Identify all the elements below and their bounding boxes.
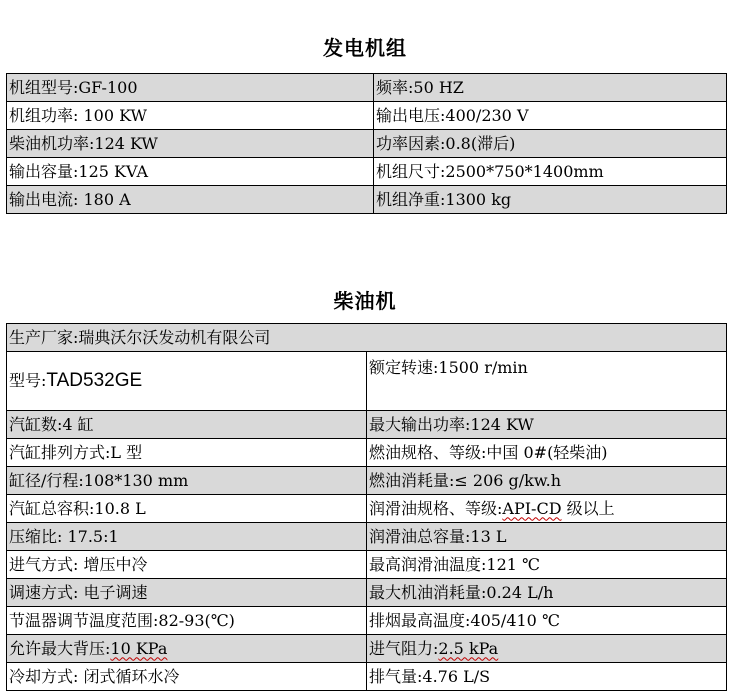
spec-cell: 频率:50 HZ	[374, 74, 727, 102]
spec-cell: 最高润滑油温度:121 ℃	[367, 551, 727, 579]
spec-cell: 汽缸数:4 缸	[7, 411, 367, 439]
model-cell	[7, 352, 367, 411]
table-row	[7, 523, 727, 551]
table-row	[7, 352, 727, 411]
spec-cell: 汽缸总容积:10.8 L	[7, 495, 367, 523]
table-row	[7, 579, 727, 607]
table-row	[7, 607, 727, 635]
spec-cell: 进气方式: 增压中冷	[7, 551, 367, 579]
spec-cell: 压缩比: 17.5:1	[7, 523, 367, 551]
spec-cell: 输出电压:400/230 V	[374, 102, 727, 130]
table-row	[7, 324, 727, 352]
spec-cell: 柴油机功率:124 KW	[7, 130, 374, 158]
table-row	[7, 467, 727, 495]
spec-cell: 燃油消耗量:≤ 206 g/kw.h	[367, 467, 727, 495]
intake-resistance-label: 进气阻力:	[369, 638, 439, 658]
spec-cell: 调速方式: 电子调速	[7, 579, 367, 607]
engine-spec-table	[6, 323, 727, 691]
spec-cell: 排烟最高温度:405/410 ℃	[367, 607, 727, 635]
diesel-engine-title: 柴油机	[333, 289, 397, 313]
spec-cell: 燃油规格、等级:中国 0#(轻柴油)	[367, 439, 727, 467]
back-pressure-value: 10 KPa	[110, 638, 168, 658]
spec-cell: 功率因素:0.8(滞后)	[374, 130, 727, 158]
spec-cell	[7, 635, 367, 663]
spec-cell: 最大输出功率:124 KW	[367, 411, 727, 439]
table-row	[7, 663, 727, 691]
spec-cell: 机组功率: 100 KW	[7, 102, 374, 130]
table-row	[7, 439, 727, 467]
back-pressure-label: 允许最大背压:	[9, 638, 111, 658]
table-row	[7, 411, 727, 439]
model-value: TAD532GE	[46, 370, 143, 391]
table-row	[7, 102, 727, 130]
manufacturer-cell: 生产厂家:瑞典沃尔沃发动机有限公司	[7, 324, 727, 352]
table-row	[7, 74, 727, 102]
spec-cell: 机组型号:GF-100	[7, 74, 374, 102]
spec-cell: 冷却方式: 闭式循环水冷	[7, 663, 367, 691]
oil-grade-value: API-CD	[502, 498, 562, 518]
table-row	[7, 495, 727, 523]
table-row	[7, 158, 727, 186]
spec-cell: 润滑油总容量:13 L	[367, 523, 727, 551]
spec-cell	[367, 635, 727, 663]
table-row	[7, 551, 727, 579]
spec-cell: 缸径/行程:108*130 mm	[7, 467, 367, 495]
table-row	[7, 635, 727, 663]
table-row	[7, 130, 727, 158]
oil-grade-suffix: 级以上	[561, 498, 615, 518]
oil-grade-label: 润滑油规格、等级:	[369, 498, 503, 518]
spec-cell: 输出容量:125 KVA	[7, 158, 374, 186]
spec-cell: 机组尺寸:2500*750*1400mm	[374, 158, 727, 186]
spec-cell: 机组净重:1300 kg	[374, 186, 727, 214]
spec-cell	[367, 495, 727, 523]
intake-resistance-value: 2.5 kPa	[438, 638, 499, 658]
spec-cell: 最大机油消耗量:0.24 L/h	[367, 579, 727, 607]
spec-cell: 汽缸排列方式:L 型	[7, 439, 367, 467]
rated-speed-cell: 额定转速:1500 r/min	[367, 352, 727, 411]
table-row	[7, 186, 727, 214]
generator-spec-table	[6, 73, 727, 214]
spec-cell: 输出电流: 180 A	[7, 186, 374, 214]
spec-cell: 节温器调节温度范围:82-93(℃)	[7, 607, 367, 635]
model-label: 型号:	[9, 371, 47, 390]
spec-cell: 排气量:4.76 L/S	[367, 663, 727, 691]
generator-set-title: 发电机组	[323, 36, 407, 60]
